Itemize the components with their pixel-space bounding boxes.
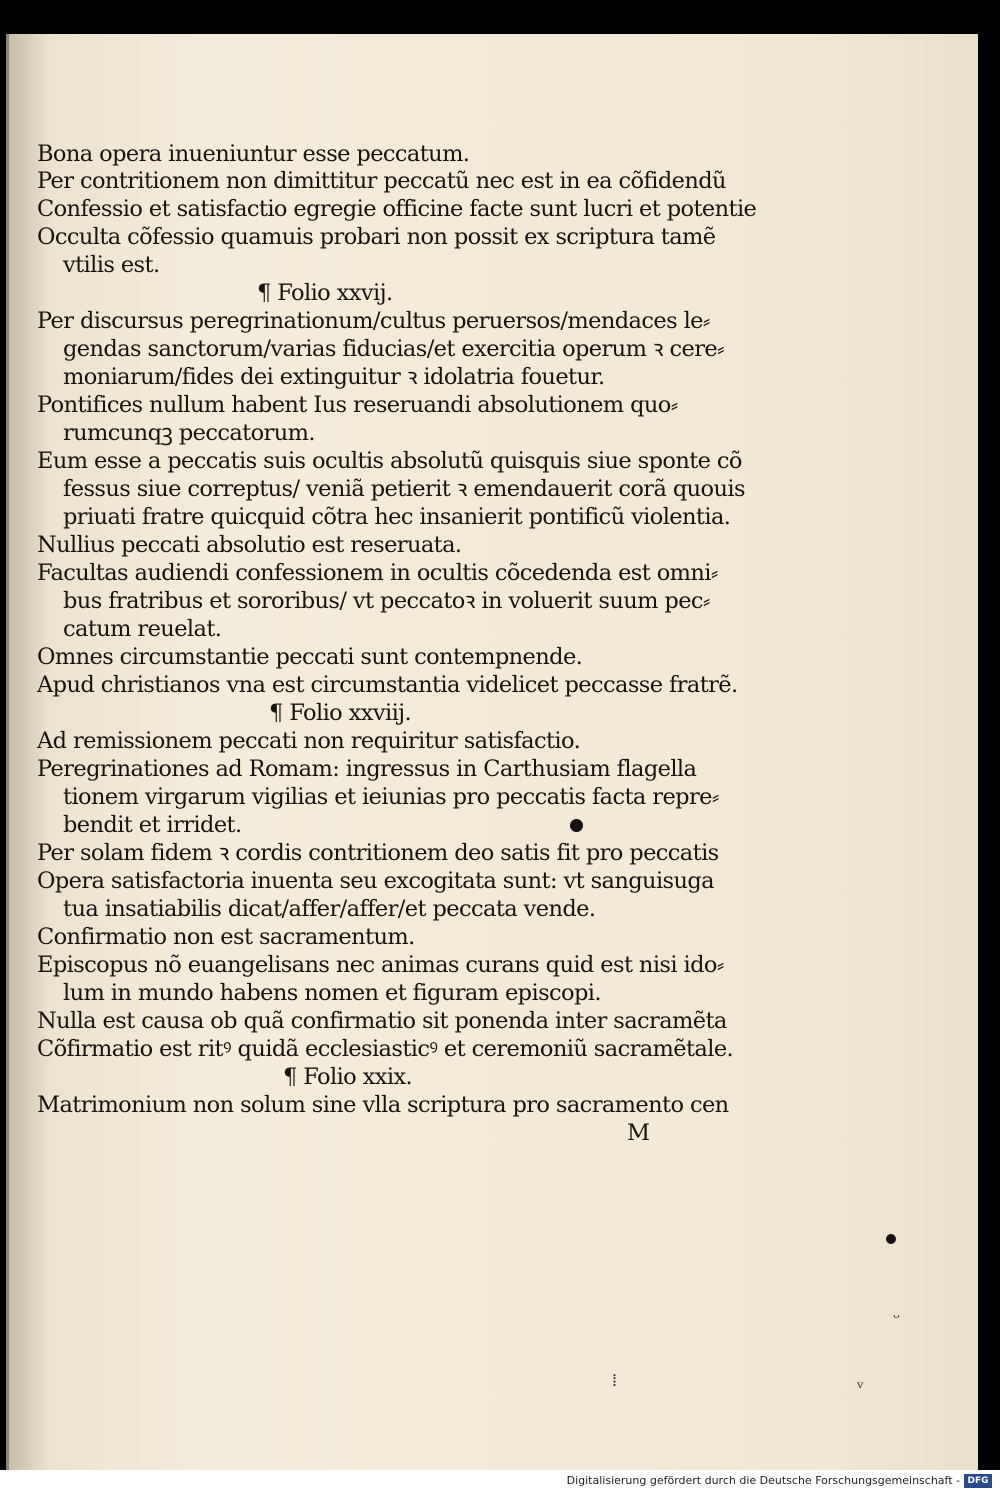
text-line: moniarum/fides dei extinguitur ꝛ idolatria fouetur. [63, 364, 605, 390]
text-line: Facultas audiendi confessionem in ocultis cõcedenda est omni⸗ [37, 560, 718, 586]
text-line: Ad remissionem peccati non requiritur satisfactio. [37, 728, 581, 754]
ink-speck: ⁞ [612, 1370, 618, 1391]
ink-dot [570, 819, 583, 832]
text-line: fessus siue correptus/ veniã petierit ꝛ emendauerit corã quouis [63, 476, 745, 502]
ink-dot [886, 1234, 896, 1244]
text-line: catum reuelat. [63, 616, 222, 642]
ink-speck: ᵥ [857, 1372, 864, 1393]
footer-bar [0, 1470, 1000, 1494]
footer-credit: Digitalisierung gefördert durch die Deutsche Forschungsgemeinschaft - [566, 1474, 960, 1487]
text-line: rumcunqꝫ peccatorum. [63, 420, 315, 446]
text-line: Nullius peccati absolutio est reseruata. [37, 532, 462, 558]
text-line: bendit et irridet. [63, 812, 242, 838]
text-line: tua insatiabilis dicat/affer/affer/et peccata vende. [63, 896, 596, 922]
text-line: Eum esse a peccatis suis ocultis absolutũ quisquis siue sponte cõ [37, 448, 742, 474]
text-line: Confirmatio non est sacramentum. [37, 924, 415, 950]
text-line: Cõfirmatio est ritꝰ quidã ecclesiasticꝰ et ceremoniũ sacramẽtale. [37, 1036, 734, 1062]
text-line: Peregrinationes ad Romam: ingressus in Carthusiam flagella [37, 756, 697, 782]
catchword: M [627, 1120, 650, 1146]
folio-heading: ¶ Folio xxviij. [269, 700, 412, 726]
text-line: Per discursus peregrinationum/cultus peruersos/mendaces le⸗ [37, 308, 710, 334]
book-page [6, 34, 978, 1470]
text-line: vtilis est. [63, 252, 160, 278]
text-line: lum in mundo habens nomen et figuram episcopi. [63, 980, 601, 1006]
text-line: Occulta cõfessio quamuis probari non possit ex scriptura tamẽ [37, 224, 716, 250]
text-line: Episcopus nõ euangelisans nec animas curans quid est nisi ido⸗ [37, 952, 724, 978]
text-line: Omnes circumstantie peccati sunt contempnende. [37, 644, 583, 670]
text-line: Per contritionem non dimittitur peccatũ nec est in ea cõfidendũ [37, 168, 726, 194]
text-line: Per solam fidem ꝛ cordis contritionem deo satis fit pro peccatis [37, 840, 719, 866]
text-line: Pontifices nullum habent Ius reseruandi absolutionem quo⸗ [37, 392, 678, 418]
text-line: Matrimonium non solum sine vlla scriptura pro sacramento cen [37, 1092, 729, 1118]
folio-heading: ¶ Folio xxvij. [257, 280, 393, 306]
text-line: Nulla est causa ob quã confirmatio sit ponenda inter sacramẽta [37, 1008, 727, 1034]
dfg-logo: DFG [964, 1474, 992, 1488]
text-line: gendas sanctorum/varias fiducias/et exercitia operum ꝛ cere⸗ [63, 336, 724, 362]
ink-speck: ᵕ [893, 1308, 900, 1329]
text-line: Confessio et satisfactio egregie officine facte sunt lucri et potentie [37, 196, 757, 222]
text-line: Opera satisfactoria inuenta seu excogitata sunt: vt sanguisuga [37, 868, 714, 894]
folio-heading: ¶ Folio xxix. [283, 1064, 413, 1090]
text-line: Bona opera inueniuntur esse peccatum. [37, 141, 470, 167]
text-line: Apud christianos vna est circumstantia videlicet peccasse fratrẽ. [37, 672, 738, 698]
text-line: priuati fratre quicquid cõtra hec insanierit pontificũ violentia. [63, 504, 731, 530]
text-line: bus fratribus et sororibus/ vt peccatoꝛ in voluerit suum pec⸗ [63, 588, 710, 614]
text-line: tionem virgarum vigilias et ieiunias pro peccatis facta repre⸗ [63, 784, 719, 810]
